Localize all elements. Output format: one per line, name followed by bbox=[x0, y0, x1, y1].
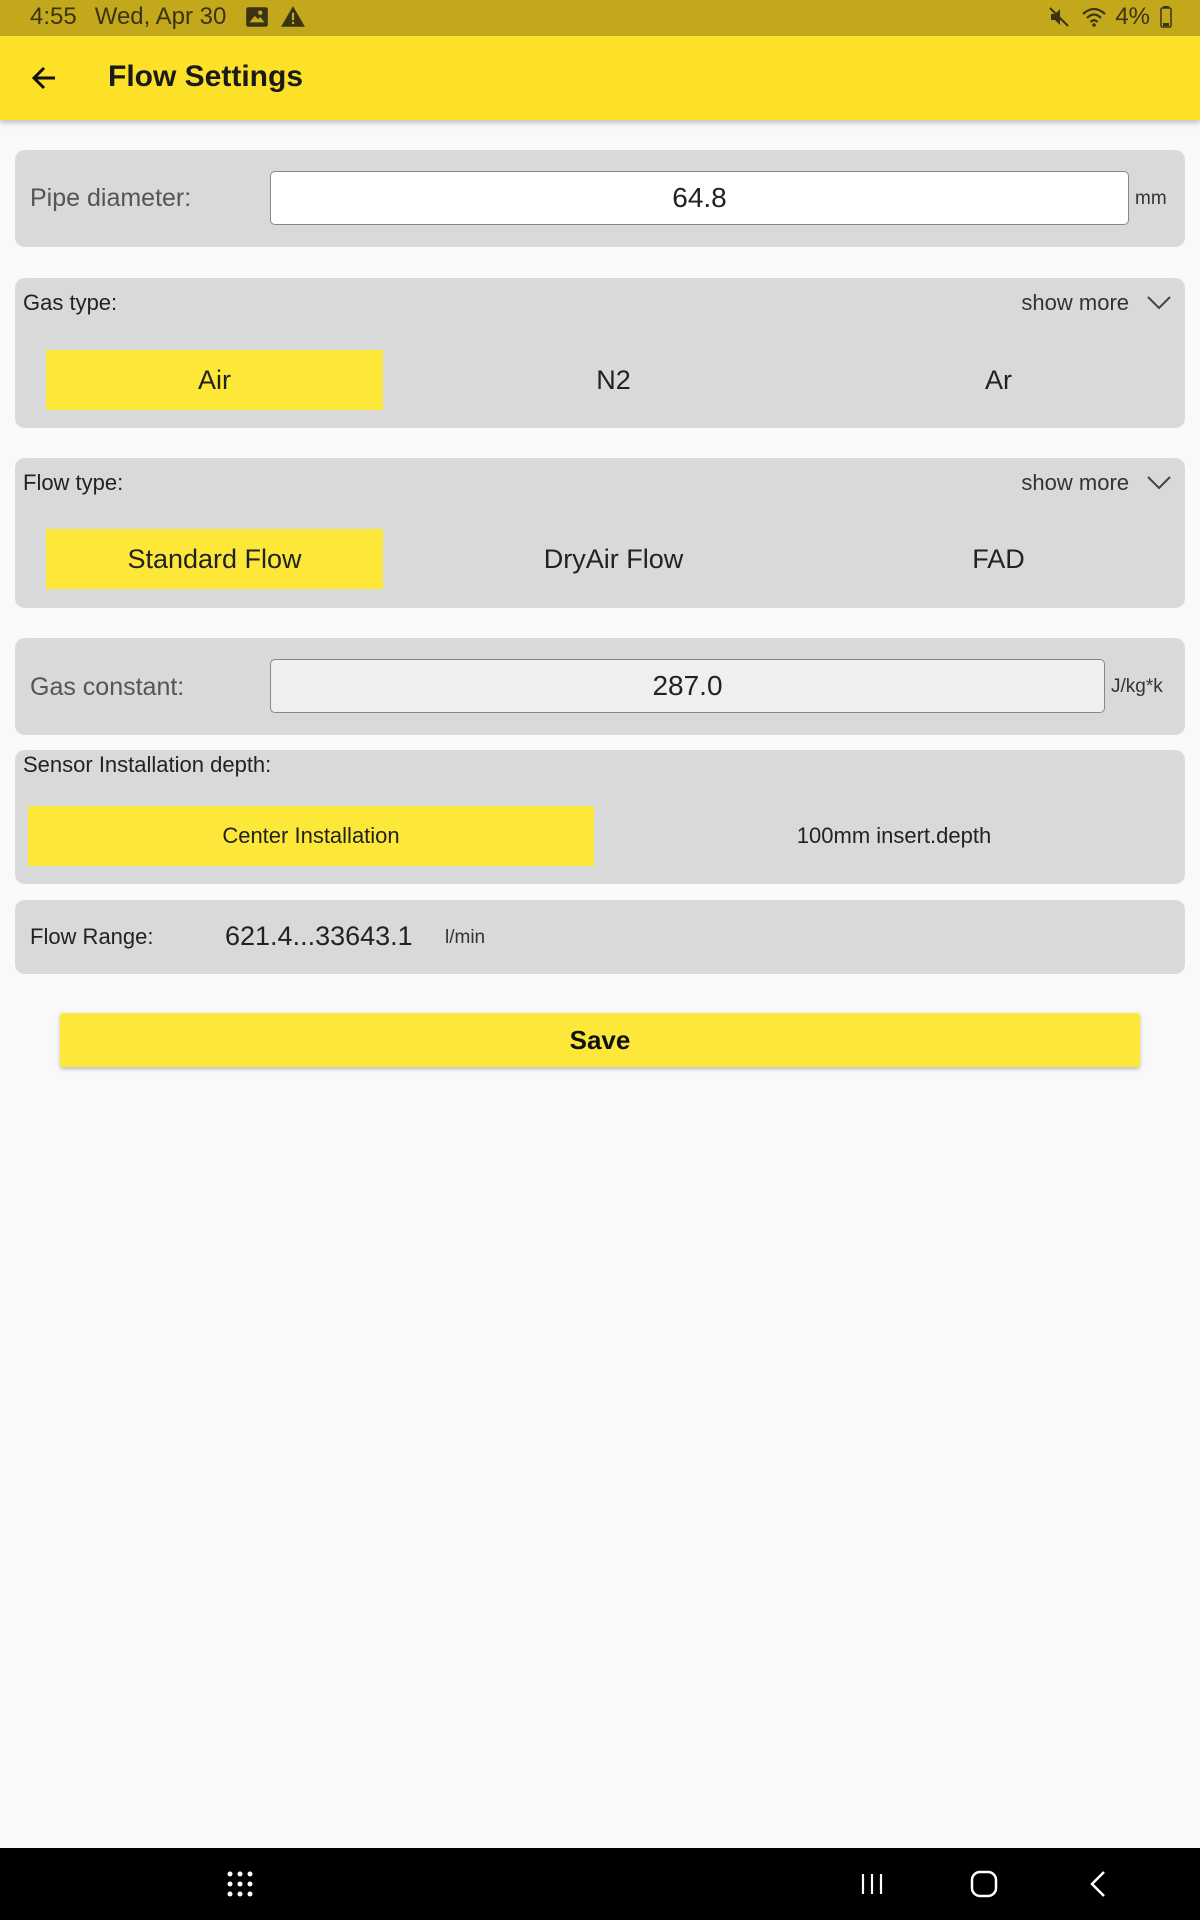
status-date: Wed, Apr 30 bbox=[94, 3, 227, 30]
chevron-left-icon bbox=[1088, 1870, 1108, 1898]
image-icon bbox=[244, 4, 270, 30]
gas-option-n2[interactable]: N2 bbox=[596, 364, 631, 395]
warning-icon bbox=[280, 4, 306, 30]
pipe-diameter-label: Pipe diameter: bbox=[30, 184, 192, 212]
recent-apps-button[interactable] bbox=[850, 1864, 894, 1904]
pipe-diameter-card bbox=[15, 150, 1185, 247]
sensor-installation-label: Sensor Installation depth: bbox=[23, 752, 272, 777]
app-bar bbox=[0, 36, 1200, 120]
show-more-label: show more bbox=[1021, 290, 1129, 315]
pipe-diameter-input[interactable]: 64.8 bbox=[270, 171, 1129, 225]
flow-type-card bbox=[15, 458, 1185, 608]
flow-option-dryair[interactable]: DryAir Flow bbox=[543, 543, 684, 574]
wifi-icon bbox=[1081, 5, 1107, 29]
gas-option-air[interactable]: Air bbox=[46, 350, 383, 410]
gas-type-show-more[interactable] bbox=[1021, 290, 1171, 316]
gas-constant-label: Gas constant: bbox=[30, 673, 185, 701]
chevron-down-icon bbox=[1147, 476, 1171, 490]
sensor-option-center[interactable]: Center Installation bbox=[28, 806, 594, 866]
flow-range-unit: l/min bbox=[445, 927, 486, 948]
flow-range-value: 621.4...33643.1 bbox=[225, 921, 413, 951]
show-more-label: show more bbox=[1021, 470, 1129, 495]
save-button[interactable]: Save bbox=[60, 1013, 1140, 1067]
status-time: 4:55 bbox=[30, 3, 77, 30]
recents-icon bbox=[860, 1872, 884, 1896]
navigation-bar bbox=[0, 1848, 1200, 1920]
gas-option-ar[interactable]: Ar bbox=[985, 364, 1012, 395]
gas-type-label: Gas type: bbox=[23, 290, 118, 315]
home-icon bbox=[970, 1870, 998, 1898]
battery-icon bbox=[1160, 6, 1172, 28]
mute-icon bbox=[1047, 5, 1071, 29]
back-button[interactable] bbox=[22, 56, 66, 100]
home-button[interactable] bbox=[962, 1864, 1006, 1904]
arrow-left-icon bbox=[30, 64, 58, 92]
pipe-diameter-unit: mm bbox=[1135, 188, 1167, 209]
flow-range-label: Flow Range: bbox=[30, 924, 154, 949]
gas-constant-unit: J/kg*k bbox=[1111, 676, 1163, 697]
flow-option-standard[interactable]: Standard Flow bbox=[46, 529, 383, 589]
gas-type-card bbox=[15, 278, 1185, 428]
sensor-installation-card bbox=[15, 750, 1185, 884]
chevron-down-icon bbox=[1147, 296, 1171, 310]
flow-type-label: Flow type: bbox=[23, 470, 124, 495]
sensor-option-100mm[interactable]: 100mm insert.depth bbox=[796, 823, 992, 848]
gas-constant-input[interactable]: 287.0 bbox=[270, 659, 1105, 713]
battery-percent: 4% bbox=[1115, 3, 1150, 30]
back-nav-button[interactable] bbox=[1076, 1864, 1120, 1904]
status-bar bbox=[0, 0, 1200, 36]
page-title: Flow Settings bbox=[108, 60, 303, 93]
apps-grid-button[interactable] bbox=[218, 1864, 262, 1904]
flow-type-show-more[interactable] bbox=[1021, 470, 1171, 496]
gas-constant-card bbox=[15, 638, 1185, 735]
flow-option-fad[interactable]: FAD bbox=[972, 543, 1025, 574]
grid-icon bbox=[226, 1870, 254, 1898]
flow-range-card bbox=[15, 900, 1185, 974]
